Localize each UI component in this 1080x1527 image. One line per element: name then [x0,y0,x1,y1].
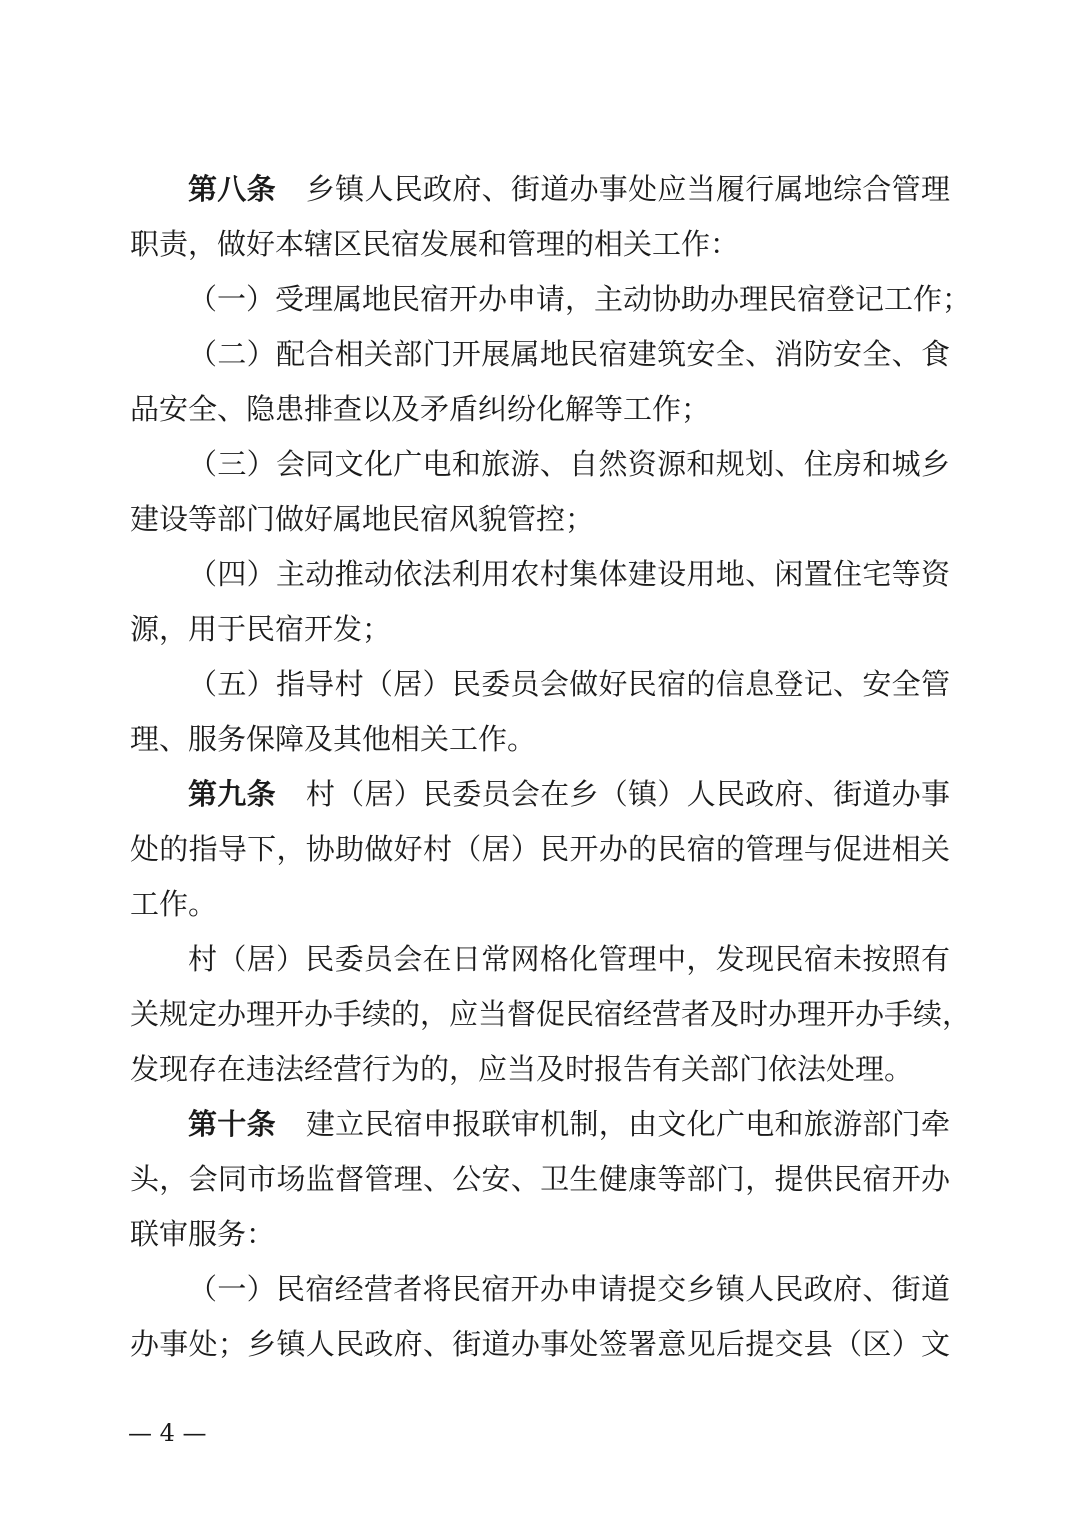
paragraph-line [188,444,950,484]
paragraph-line [188,939,950,979]
line-text: 品安全、隐患排查以及矛盾纠纷化解等工作； [130,392,711,426]
line-text: 村（居）民委员会在日常网格化管理中，发现民宿未按照有 [188,942,950,976]
paragraph-line [130,1049,950,1089]
paragraph-line [188,774,950,814]
line-text: （三）会同文化广电和旅游、自然资源和规划、住房和城乡 [188,447,950,481]
line-text: （一）民宿经营者将民宿开办申请提交乡镇人民政府、街道 [188,1272,950,1306]
paragraph-line [130,884,950,924]
page-number: — 4 — [128,1419,207,1447]
paragraph-line [130,994,972,1034]
paragraph-line [188,554,950,594]
paragraph-line [130,499,950,539]
paragraph-line [130,1324,950,1364]
line-text: （二）配合相关部门开展属地民宿建筑安全、消防安全、食 [188,337,950,371]
paragraph-line [130,829,950,869]
line-text: 乡镇人民政府、街道办事处应当履行属地综合管理 [305,172,950,206]
line-text: 处的指导下，协助做好村（居）民开办的民宿的管理与促进相关 [130,832,950,866]
paragraph-line [188,1104,950,1144]
paragraph-line [130,719,950,759]
line-text: 办事处；乡镇人民政府、街道办事处签署意见后提交县（区）文 [130,1327,950,1361]
line-text: 村（居）民委员会在乡（镇）人民政府、街道办事 [305,777,950,811]
line-text: 建立民宿申报联审机制，由文化广电和旅游部门牵 [305,1107,950,1141]
paragraph-line [130,1214,950,1254]
article-heading: 第八条 [188,172,276,206]
paragraph-line [130,1159,950,1199]
paragraph-line [130,389,950,429]
line-text: 职责，做好本辖区民宿发展和管理的相关工作： [130,227,740,261]
paragraph-line [188,664,950,704]
paragraph-line [188,1269,950,1309]
article-heading: 第九条 [188,777,276,811]
line-text: 源，用于民宿开发； [130,612,392,646]
line-text: 建设等部门做好属地民宿风貌管控； [130,502,595,536]
line-text: （一）受理属地民宿开办申请，主动协助办理民宿登记工作； [188,282,972,316]
line-text: 工作。 [130,887,218,921]
line-text: 关规定办理开办手续的，应当督促民宿经营者及时办理开办手续， [130,997,972,1031]
article-heading: 第十条 [188,1107,276,1141]
line-text: 发现存在违法经营行为的，应当及时报告有关部门依法处理。 [130,1052,914,1086]
paragraph-line [130,224,950,264]
line-text: （五）指导村（居）民委员会做好民宿的信息登记、安全管 [188,667,950,701]
paragraph-line [188,169,950,209]
line-text: 联审服务： [130,1217,276,1251]
line-text: （四）主动推动依法利用农村集体建设用地、闲置住宅等资 [188,557,950,591]
line-text: 理、服务保障及其他相关工作。 [130,722,537,756]
paragraph-line [188,279,972,319]
paragraph-line [130,609,950,649]
paragraph-line [188,334,950,374]
line-text: 头，会同市场监督管理、公安、卫生健康等部门，提供民宿开办 [130,1162,950,1196]
